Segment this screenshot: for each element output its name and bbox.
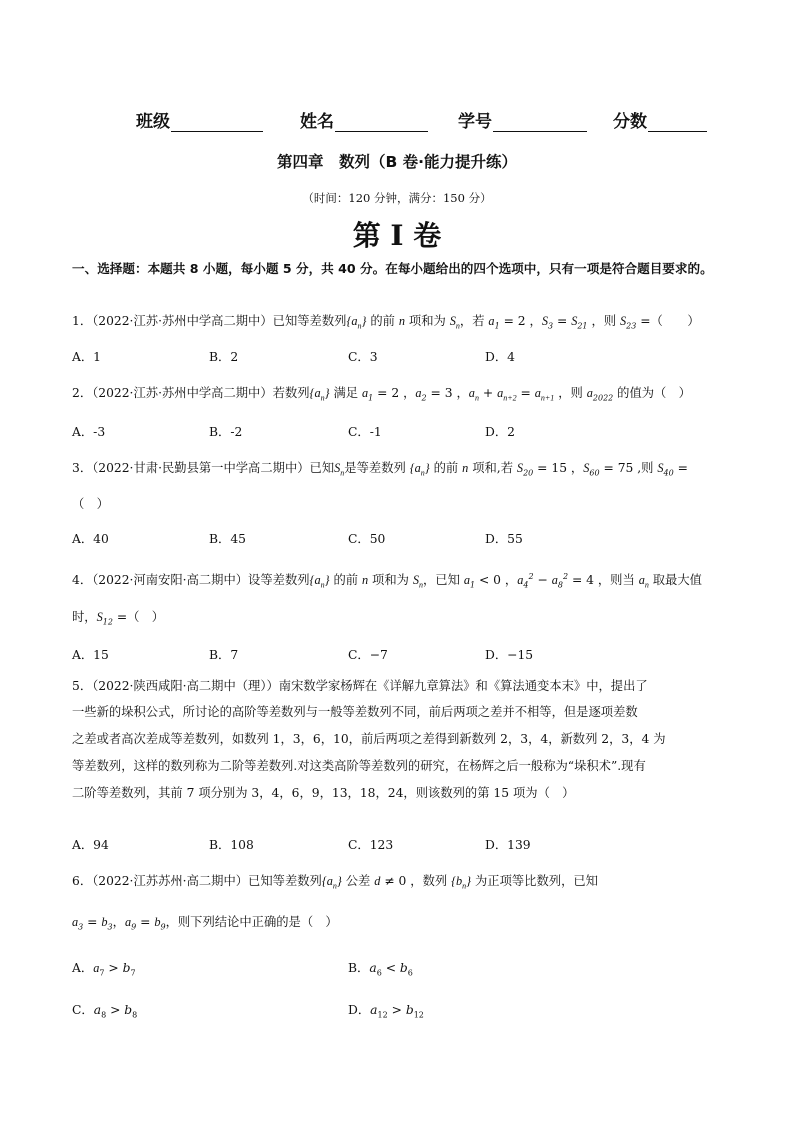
option-d[interactable]: D．$a_{12} > b_{12}$ (348, 1003, 424, 1020)
question-4-line2: 时，$S_{12}$ =（ ） (72, 610, 165, 627)
option-a[interactable]: A．$a_7 > b_7$ (72, 961, 136, 978)
option-d[interactable]: D．−15 (485, 648, 534, 662)
id-field (458, 107, 587, 132)
question-6-line2: $a_3 = b_3$，$a_9 = b_9$，则下列结论中正确的是（ ） (72, 915, 338, 932)
class-blank[interactable] (171, 112, 263, 132)
student-info-row (136, 106, 726, 132)
id-blank[interactable] (493, 112, 587, 132)
option-a[interactable]: A．40 (72, 532, 109, 546)
question-5-line5: 二阶等差数列，其前 7 项分别为 3，4，6，9，13，18，24，则该数列的第 15 项为（ ） (72, 786, 575, 800)
question-5-line2: 一些新的垛积公式，所讨论的高阶等差数列与一般等差数列不同，前后两项之差并不相等，但是逐项差数 (72, 705, 638, 719)
name-field (300, 107, 428, 132)
question-6-source: 6．（2022·江苏苏州·高二期中）已知等差数列 (72, 874, 322, 888)
score-field (613, 107, 707, 132)
question-4-source: 4．（2022·河南安阳·高二期中）设等差数列 (72, 573, 310, 588)
option-d[interactable]: D．55 (485, 532, 523, 546)
option-d[interactable]: D．139 (485, 838, 531, 852)
chapter-title: 第四章 数列（B 卷·能力提升练） (276, 153, 518, 171)
question-2: 2．（2022·江苏·苏州中学高二期中）若数列$\{a_n\}$ 满足 $a_1 = 2$ ，$a_2 = 3$ ，$a_n + a_{n+2} = a_{n+1}$ ，则 $a_{2022}$ 的值为（ ） (72, 386, 691, 403)
question-1: 1．（2022·江苏·苏州中学高二期中）已知等差数列$\{a_n\}$ 的前 n 项和为 $S_n$，若 $a_1 = 2$ ，$S_3 = S_{21}$ ，则 $S_{23}$ =（ ） (72, 314, 700, 331)
id-label: 学号 (458, 112, 492, 132)
name-label: 姓名 (300, 112, 334, 132)
class-field (136, 107, 263, 132)
volume-title: 第 I 卷 (352, 219, 442, 252)
question-5-line1: 5．（2022·陕西咸阳·高二期中（理））南宋数学家杨辉在《详解九章算法》和《算法通变本末》中，提出了 (72, 679, 648, 693)
question-4: 4．（2022·河南安阳·高二期中）设等差数列$\{a_n\}$ 的前 n 项和为 $S_n$，已知 $a_1 < 0$ ，$a_4^2 - a_8^2 = 4$ ，则当 $a_n$ 取最大值 (72, 572, 702, 590)
question-3-source: 3．（2022·甘肃·民勤县第一中学高二期中）已知 (72, 461, 335, 475)
option-c[interactable]: C．50 (348, 532, 386, 546)
question-3: 3．（2022·甘肃·民勤县第一中学高二期中）已知$S_n$是等差数列 $\{a_n\}$ 的前 n 项和,若 $S_{20} = 15$ ，$S_{60} = 75$ ,则 $S_{40}$ = (72, 461, 688, 478)
section-heading: 一、选择题：本题共 8 小题，每小题 5 分，共 40 分。在每小题给出的四个选项中，只有一项是符合题目要求的。 (72, 261, 713, 276)
question-1-source: 1．（2022·江苏·苏州中学高二期中）已知等差数列 (72, 314, 347, 328)
option-b[interactable]: B．$a_6 < b_6$ (348, 961, 413, 978)
option-a[interactable]: A．15 (72, 648, 109, 662)
option-b[interactable]: B．2 (209, 350, 239, 364)
option-c[interactable]: C．$a_8 > b_8$ (72, 1003, 138, 1020)
option-b[interactable]: B．45 (209, 532, 246, 546)
option-c[interactable]: C．3 (348, 350, 378, 364)
option-c[interactable]: C．123 (348, 838, 394, 852)
option-c[interactable]: C．−7 (348, 648, 388, 662)
question-6-options-row1 (72, 958, 732, 976)
question-5-line3: 之差或者高次差成等差数列，如数列 1，3，6，10，前后两项之差得到新数列 2，3，4，新数列 2，3，4 为 (72, 732, 666, 746)
question-6: 6．（2022·江苏苏州·高二期中）已知等差数列$\{a_n\}$ 公差 d ≠ 0 ，数列 $\{b_n\}$ 为正项等比数列，已知 (72, 874, 598, 891)
question-3-paren: （ ） (72, 497, 109, 511)
name-blank[interactable] (335, 112, 428, 132)
option-a[interactable]: A．1 (72, 350, 102, 364)
option-b[interactable]: B．108 (209, 838, 254, 852)
question-6-options-row2 (72, 1000, 732, 1018)
option-b[interactable]: B．7 (209, 648, 239, 662)
option-a[interactable]: A．94 (72, 838, 109, 852)
option-a[interactable]: A．-3 (72, 425, 106, 439)
class-label: 班级 (136, 112, 170, 132)
option-d[interactable]: D．2 (485, 425, 515, 439)
score-label: 分数 (613, 112, 647, 132)
option-b[interactable]: B．-2 (209, 425, 243, 439)
time-note: （时间：120 分钟，满分：150 分） (302, 191, 492, 205)
option-d[interactable]: D．4 (485, 350, 515, 364)
score-blank[interactable] (648, 112, 707, 132)
question-2-source: 2．（2022·江苏·苏州中学高二期中）若数列 (72, 386, 310, 400)
question-5-line4: 等差数列，这样的数列称为二阶等差数列.对这类高阶等差数列的研究，在杨辉之后一般称为“垛积术”.现有 (72, 759, 646, 773)
option-c[interactable]: C．-1 (348, 425, 382, 439)
